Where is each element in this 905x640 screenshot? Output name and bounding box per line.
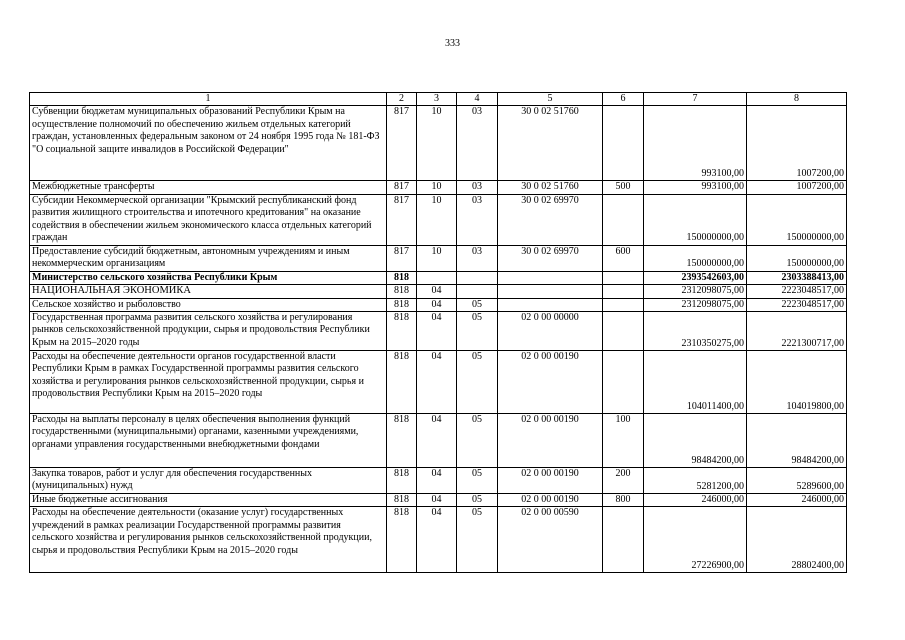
row-csr (498, 271, 603, 284)
row-ved: 818 (387, 494, 417, 507)
row-vr: 800 (603, 494, 644, 507)
table-row (30, 181, 847, 194)
row-ved: 818 (387, 351, 417, 414)
row-pr: 05 (457, 494, 498, 507)
table-row (30, 312, 847, 351)
row-ved: 818 (387, 312, 417, 351)
header-cell: 7 (644, 93, 747, 106)
row-sum-2: 246000,00 (747, 494, 847, 507)
row-rz: 04 (417, 414, 457, 468)
row-rz: 04 (417, 351, 457, 414)
row-rz (417, 271, 457, 284)
row-vr: 100 (603, 414, 644, 468)
row-sum-2: 2221300717,00 (747, 312, 847, 351)
row-ved: 818 (387, 271, 417, 284)
row-sum-1: 104011400,00 (644, 351, 747, 414)
header-cell: 2 (387, 93, 417, 106)
row-vr: 200 (603, 468, 644, 494)
row-vr (603, 271, 644, 284)
row-sum-2: 2223048517,00 (747, 298, 847, 311)
row-sum-1: 98484200,00 (644, 414, 747, 468)
row-vr (603, 351, 644, 414)
row-ved: 818 (387, 414, 417, 468)
row-pr: 03 (457, 181, 498, 194)
table-row (30, 245, 847, 271)
row-csr (498, 298, 603, 311)
row-csr: 02 0 00 00190 (498, 351, 603, 414)
row-ved: 817 (387, 181, 417, 194)
row-ved: 817 (387, 194, 417, 245)
table-row (30, 494, 847, 507)
budget-table (29, 92, 847, 573)
row-vr (603, 285, 644, 298)
row-sum-1: 5281200,00 (644, 468, 747, 494)
header-cell: 3 (417, 93, 457, 106)
row-pr: 05 (457, 414, 498, 468)
table-row (30, 194, 847, 245)
row-name: Министерство сельского хозяйства Республики Крым (30, 271, 387, 284)
row-name: НАЦИОНАЛЬНАЯ ЭКОНОМИКА (30, 285, 387, 298)
row-name: Государственная программа развития сельского хозяйства и регулирования рынков сельскохозяйственной продукции, сырья и продовольствия Республики Крым на 2015–2020 годы (30, 312, 387, 351)
row-sum-1: 993100,00 (644, 181, 747, 194)
row-sum-2: 98484200,00 (747, 414, 847, 468)
row-csr: 30 0 02 51760 (498, 106, 603, 181)
row-vr: 500 (603, 181, 644, 194)
row-csr: 02 0 00 00590 (498, 507, 603, 573)
table-row (30, 106, 847, 181)
row-csr: 30 0 02 69970 (498, 194, 603, 245)
row-pr: 03 (457, 245, 498, 271)
row-pr: 05 (457, 468, 498, 494)
table-row (30, 271, 847, 284)
row-sum-2: 2303388413,00 (747, 271, 847, 284)
row-vr (603, 298, 644, 311)
row-sum-1: 993100,00 (644, 106, 747, 181)
row-name: Сельское хозяйство и рыболовство (30, 298, 387, 311)
row-rz: 10 (417, 245, 457, 271)
row-rz: 04 (417, 312, 457, 351)
row-csr (498, 285, 603, 298)
row-sum-1: 2310350275,00 (644, 312, 747, 351)
row-name: Субсидии Некоммерческой организации "Крымский республиканский фонд развития жилищного строительства и ипотечного кредитования" на оказание содействия в обеспечении жильем экономического класса отдельных категорий граждан (30, 194, 387, 245)
row-rz: 10 (417, 181, 457, 194)
row-csr: 02 0 00 00190 (498, 494, 603, 507)
row-rz: 10 (417, 194, 457, 245)
header-cell: 6 (603, 93, 644, 106)
row-sum-2: 150000000,00 (747, 194, 847, 245)
row-csr: 02 0 00 00190 (498, 414, 603, 468)
row-sum-1: 150000000,00 (644, 194, 747, 245)
row-name: Расходы на обеспечение деятельности органов государственной власти Республики Крым в рамках Государственной программы развития сельского хозяйства и регулирования рынков сельскохозяйственной продукции, сырья и продовольствия Республики Крым на 2015–2020 годы (30, 351, 387, 414)
table-row (30, 507, 847, 573)
row-rz: 04 (417, 468, 457, 494)
row-name: Закупка товаров, работ и услуг для обеспечения государственных (муниципальных) нужд (30, 468, 387, 494)
table-row (30, 298, 847, 311)
row-ved: 817 (387, 106, 417, 181)
row-ved: 818 (387, 507, 417, 573)
row-csr: 30 0 02 51760 (498, 181, 603, 194)
row-name: Расходы на обеспечение деятельности (оказание услуг) государственных учреждений в рамках реализации Государственной программы развития сельского хозяйства и регулирования рынков сельскохозяйственной продукции, сырья и продовольствия Республики Крым на 2015–2020 годы (30, 507, 387, 573)
row-vr (603, 106, 644, 181)
row-name: Субвенции бюджетам муниципальных образований Республики Крым на осуществление полномочий по обеспечению жильем отдельных категорий граждан, установленных федеральным законом от 24 ноября 1995 года № 181-ФЗ "О социальной защите инвалидов в Российской Федерации" (30, 106, 387, 181)
row-pr: 05 (457, 507, 498, 573)
header-cell: 5 (498, 93, 603, 106)
row-sum-1: 2312098075,00 (644, 298, 747, 311)
row-csr: 02 0 00 00000 (498, 312, 603, 351)
table-row (30, 285, 847, 298)
row-sum-2: 150000000,00 (747, 245, 847, 271)
row-sum-1: 2312098075,00 (644, 285, 747, 298)
row-csr: 30 0 02 69970 (498, 245, 603, 271)
row-sum-2: 2223048517,00 (747, 285, 847, 298)
row-vr: 600 (603, 245, 644, 271)
row-sum-1: 246000,00 (644, 494, 747, 507)
header-cell: 4 (457, 93, 498, 106)
row-pr: 05 (457, 351, 498, 414)
row-sum-2: 5289600,00 (747, 468, 847, 494)
row-sum-1: 2393542603,00 (644, 271, 747, 284)
row-name: Предоставление субсидий бюджетным, автономным учреждениям и иным некоммерческим организациям (30, 245, 387, 271)
row-sum-2: 1007200,00 (747, 181, 847, 194)
row-vr (603, 507, 644, 573)
row-name: Иные бюджетные ассигнования (30, 494, 387, 507)
table-row (30, 468, 847, 494)
row-sum-2: 28802400,00 (747, 507, 847, 573)
row-sum-1: 27226900,00 (644, 507, 747, 573)
row-rz: 04 (417, 298, 457, 311)
row-csr: 02 0 00 00190 (498, 468, 603, 494)
table-row (30, 414, 847, 468)
row-ved: 818 (387, 298, 417, 311)
row-name: Межбюджетные трансферты (30, 181, 387, 194)
row-vr (603, 312, 644, 351)
table-row (30, 351, 847, 414)
row-vr (603, 194, 644, 245)
row-sum-2: 104019800,00 (747, 351, 847, 414)
header-cell: 1 (30, 93, 387, 106)
row-rz: 04 (417, 507, 457, 573)
header-row (30, 93, 847, 106)
row-pr: 05 (457, 298, 498, 311)
row-ved: 818 (387, 285, 417, 298)
row-rz: 04 (417, 494, 457, 507)
row-pr (457, 285, 498, 298)
row-pr: 03 (457, 106, 498, 181)
row-pr (457, 271, 498, 284)
row-pr: 03 (457, 194, 498, 245)
row-rz: 04 (417, 285, 457, 298)
header-cell: 8 (747, 93, 847, 106)
row-ved: 817 (387, 245, 417, 271)
row-sum-1: 150000000,00 (644, 245, 747, 271)
row-name: Расходы на выплаты персоналу в целях обеспечения выполнения функций государственными (муниципальными) органами, казенными учреждениями, органами управления государственными внебюджетными фондами (30, 414, 387, 468)
row-rz: 10 (417, 106, 457, 181)
row-pr: 05 (457, 312, 498, 351)
page-number: 333 (445, 38, 460, 49)
row-ved: 818 (387, 468, 417, 494)
row-sum-2: 1007200,00 (747, 106, 847, 181)
